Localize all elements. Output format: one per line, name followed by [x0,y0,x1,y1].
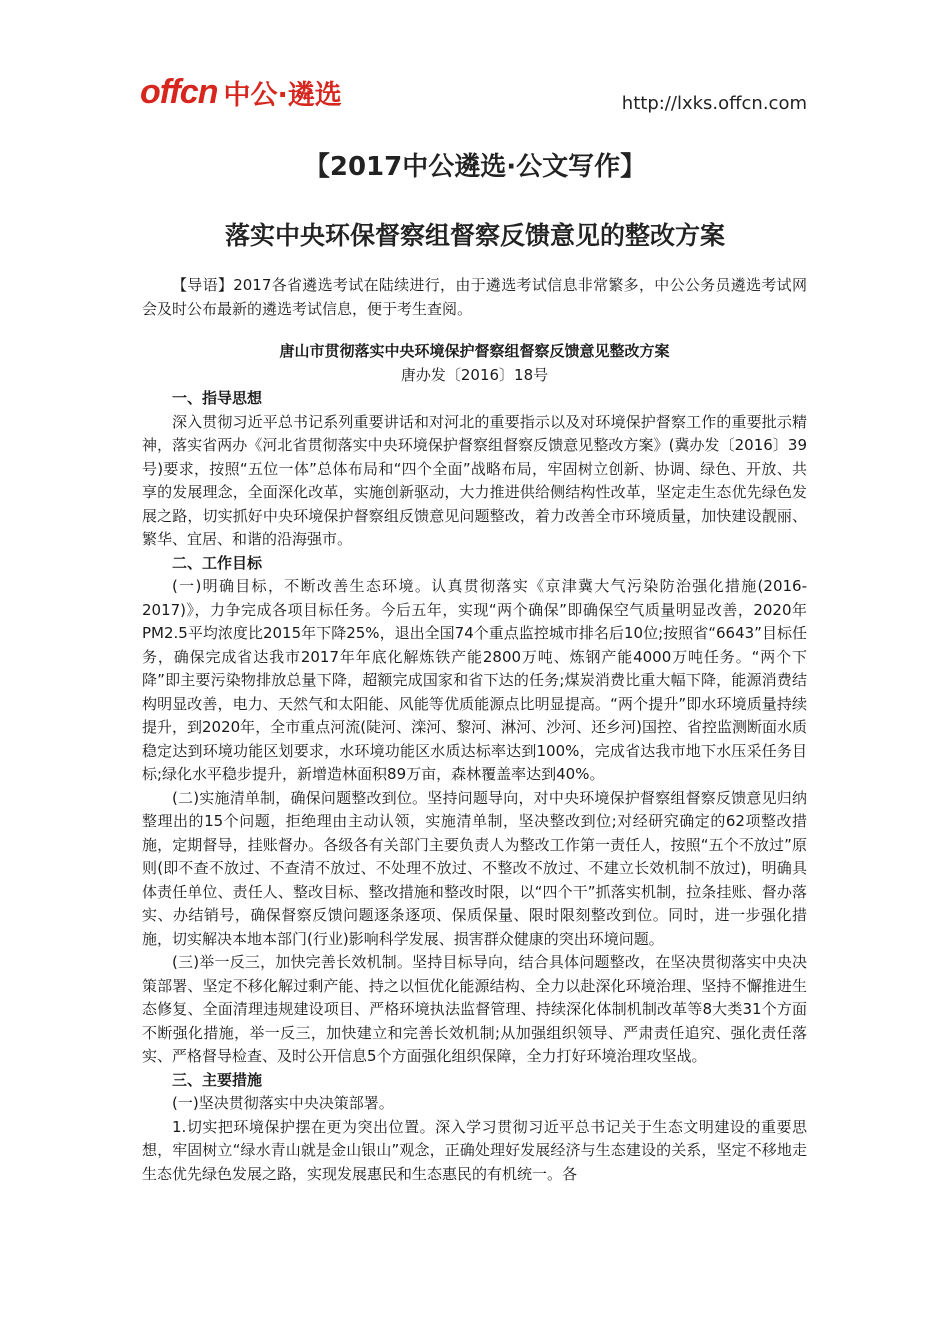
document-body [142,340,807,1186]
section-heading: 三、主要措施 [172,1070,263,1089]
offcn-logo [140,68,342,116]
main-title: 【2017中公遴选·公文写作】 [303,152,647,182]
page-header [0,0,950,130]
logo-wordmark: offcn [140,72,218,111]
paragraph: (一)坚决贯彻落实中央决策部署。 [172,1094,394,1112]
section-heading: 二、工作目标 [172,553,263,572]
paragraph: 1.切实把环境保护摆在更为突出位置。深入学习贯彻习近平总书记关于生态文明建设的重要思想，牢固树立“绿水青山就是金山银山”观念，正确处理好发展经济与生态建设的关系，坚定不移地走生态优先绿色发展之路，实现发展惠民和生态惠民的有机统一。各 [142,1117,807,1183]
paragraph: (一)明确目标，不断改善生态环境。认真贯彻落实《京津冀大气污染防治强化措施(2016-2017)》，力争完成各项目标任务。今后五年，实现“两个确保”即确保空气质量明显改善，2020年PM2.5平均浓度比2015年下降25%，退出全国74个重点监控城市排名后10位;按照省“6643”目标任务，确保完成省达我市2017年年底化解炼铁产能2800万吨、炼钢产能4000万吨任务。“两个下降”即主要污染物排放总量下降，超额完成国家和省下达的任务;煤炭消费比重大幅下降，能源消费结构明显改善，电力、天然气和太阳能、风能等优质能源点比明显提高。“两个提升”即水环境质量持续提升，到2020年，全市重点河流(陡河、滦河、黎河、淋河、沙河、还乡河)国控、省控监测断面水质稳定达到环境功能区划要求，水环境功能区水质达标率达到100%，完成省达我市地下水压采任务目标;绿化水平稳步提升，新增造林面积89万亩，森林覆盖率达到40%。 [142,577,807,783]
intro-paragraph: 【导语】2017各省遴选考试在陆续进行，由于遴选考试信息非常繁多，中公公务员遴选考试网会及时公布最新的遴选考试信息，便于考生查阅。 [142,276,807,318]
section-heading: 一、指导思想 [172,389,263,407]
sub-title: 落实中央环保督察组督察反馈意见的整改方案 [224,221,725,250]
paragraph: 深入贯彻习近平总书记系列重要讲话和对河北的重要指示以及对环境保护督察工作的重要批示精神，落实省两办《河北省贯彻落实中央环境保护督察组督察反馈意见整改方案》(冀办发〔2016〕39号)要求，按照“五位一体”总体布局和“四个全面”战略布局，牢固树立创新、协调、绿色、开放、共享的发展理念，全面深化改革，实施创新驱动，大力推进供给侧结构性改革，坚定走生态优先绿色发展之路，切实抓好中央环境保护督察组反馈意见问题整改，着力改善全市环境质量，加快建设靓丽、繁华、宜居、和谐的沿海强市。 [142,412,807,548]
paragraph: (二)实施清单制，确保问题整改到位。坚持问题导向，对中央环境保护督察组督察反馈意见归纳整理出的15个问题，拒绝理由主动认领，实施清单制，坚决整改到位;对经研究确定的62项整改措施，定期督导，挂账督办。各级各有关部门主要负责人为整改工作第一责任人，按照“五个不放过”原则(即不查不放过、不查清不放过、不处理不放过、不整改不放过、不建立长效机制不放过)，明确具体责任单位、责任人、整改目标、整改措施和整改时限，以“四个干”抓落实机制，拉条挂账、督办落实、办结销号，确保督察反馈问题逐条逐项、保质保量、限时限刻整改到位。同时，进一步强化措施，切实解决本地本部门(行业)影响科学发展、损害群众健康的突出环境问题。 [142,788,807,948]
document-number: 唐办发〔2016〕18号 [400,365,549,384]
logo-chinese: 中公·遴选 [223,79,342,111]
document-title: 唐山市贯彻落实中央环境保护督察组督察反馈意见整改方案 [279,342,670,360]
paragraph: (三)举一反三，加快完善长效机制。坚持目标导向，结合具体问题整改，在坚决贯彻落实中央决策部署、坚定不移化解过剩产能、持之以恒优化能源结构、全力以赴深化环境治理、坚持不懈推进生态修复、全面清理违规建设项目、严格环境执法监督管理、持续深化体制机制改革等8大类31个方面不断强化措施，举一反三，加快建立和完善长效机制;从加强组织领导、严肃责任追究、强化责任落实、严格督导检查、及时公开信息5个方面强化组织保障，全力打好环境治理攻坚战。 [142,953,807,1065]
site-url: http://lxks.offcn.com [621,93,807,114]
